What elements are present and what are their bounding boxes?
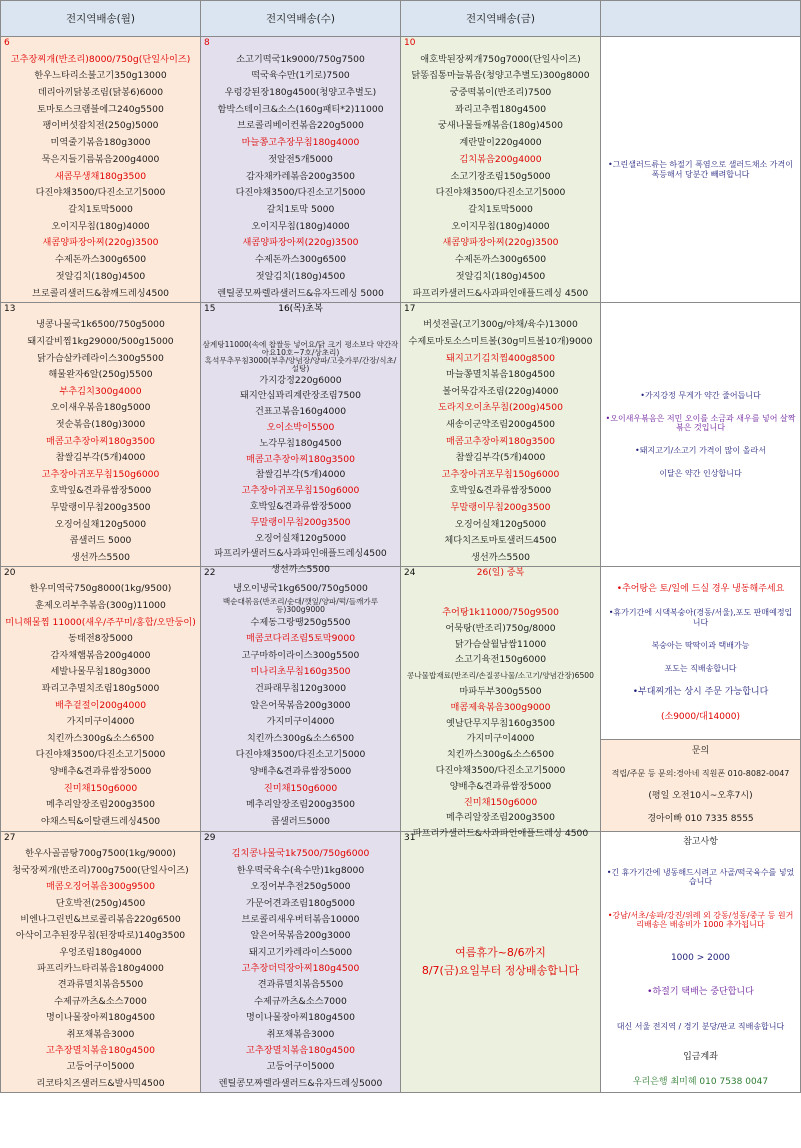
menu-cell	[401, 37, 600, 302]
menu-item: 다진야채3500/다진소고기5000	[35, 187, 166, 199]
menu-item: 김치콩나물국1k7500/750g6000	[231, 848, 370, 860]
menu-item: 치킨까스300g&소스6500	[446, 749, 555, 761]
menu-item: 수제돈까스300g6500	[54, 254, 147, 266]
menu-item: 건파래무침120g3000	[254, 683, 347, 695]
menu-item: 갈치1토막5000	[68, 204, 133, 215]
menu-item: 궁중떡볶이(반조리)7500	[449, 86, 552, 98]
menu-item: 소고기육전150g6000	[454, 654, 547, 666]
menu-item: 궁새나물들깨볶음(180g)4500	[438, 120, 563, 132]
menu-item: 어묵탕(반조리)750g/8000	[445, 622, 556, 634]
menu-item: 매콤고추장아찌180g3500	[446, 435, 555, 447]
menu-list	[201, 315, 400, 578]
menu-item: 가지미구이4000	[66, 716, 135, 728]
menu-item: 참쌀김부각(5개)4000	[455, 452, 546, 464]
menu-item: 떡국육수만(1키로)7500	[251, 70, 350, 82]
menu-item: 고추장아귀포무침150g6000	[241, 485, 360, 497]
menu-item: 단호박전(250g)4500	[55, 897, 146, 909]
notes-cell	[601, 37, 800, 302]
menu-item: 한우느타리소불고기350g13000	[34, 70, 167, 82]
menu-item: 수제토마토소스미트볼(30g미트볼10개)9000	[408, 336, 593, 348]
day-title: 26(일) 중복	[476, 568, 525, 578]
bank-account: 우리은행 최미혜 010 7538 0047	[632, 1076, 769, 1087]
menu-item: 미나리초무침160g3500	[250, 666, 351, 678]
menu-item: 명이나물장아찌180g4500	[246, 1012, 355, 1024]
notes-cell	[601, 567, 800, 739]
menu-item: 취포채볶음3000	[266, 1028, 335, 1040]
menu-item: 파프리카샐러드&사과파인애플드레싱 4500	[412, 828, 589, 840]
notes-title: 참고사항	[683, 837, 718, 847]
menu-list	[201, 37, 400, 302]
menu-item: 알은어묵볶음200g3000	[250, 699, 351, 711]
menu-cell	[1, 303, 200, 566]
menu-item: 한우떡국육수(육수만)1kg8000	[236, 864, 365, 876]
menu-item: 양배추&견과류쌈장5000	[449, 780, 552, 792]
menu-item: 젓알김치(180g)4500	[255, 270, 346, 282]
menu-item: 렌틸콩모짜렐라샐러드&유자드레싱5000	[218, 1077, 383, 1089]
menu-item: 명이나물장아찌180g4500	[46, 1012, 155, 1024]
menu-item: 고추장멸치볶음180g4500	[46, 1045, 155, 1057]
menu-item: 꽈리고추찜180g4500	[454, 103, 547, 115]
menu-cell	[1, 567, 200, 830]
menu-item: 돼지안심꽈리계란장조림7500	[239, 390, 361, 402]
menu-list	[1, 303, 200, 566]
note-text: •부대찌개는 상시 주문 가능합니다	[632, 687, 769, 698]
menu-list	[401, 303, 600, 566]
header-friday: 전지역배송(금)	[401, 1, 601, 37]
menu-item: 파프리카샐러드&사과파인애플드레싱4500	[214, 548, 387, 560]
note-text: 복숭아는 딱딱이과 택배가능	[651, 640, 750, 650]
menu-item: 돼지고기김치찜400g8500	[446, 352, 555, 364]
menu-cell	[201, 37, 400, 302]
menu-item: 갈치1토막 5000	[266, 204, 335, 215]
notes-cell	[601, 303, 800, 566]
menu-item: 노각무침180g4500	[259, 437, 342, 449]
menu-item: 오이소박이5500	[266, 422, 335, 434]
menu-item: 매콤코다리조림5토막9000	[245, 633, 356, 645]
menu-item: 양배추&견과류쌈장5000	[249, 766, 352, 777]
menu-item: 파프리카느타리볶음180g4000	[37, 963, 164, 975]
menu-item: 콩나물밥재료(반조리/손질콩나물/소고기/양념간장)6500	[407, 671, 594, 681]
menu-item: 고추장더덕장아찌180g4500	[241, 963, 360, 975]
week-row-4	[1, 832, 801, 1093]
menu-item: 세발나물무침180g3000	[50, 666, 151, 678]
menu-list	[201, 832, 400, 1092]
notes-cell	[601, 832, 800, 1092]
menu-item: 오이새우볶음180g5000	[50, 402, 151, 414]
menu-item: 젓알전5개5000	[268, 153, 333, 165]
menu-item: 다진야채3500/다진소고기5000	[235, 749, 366, 761]
note-text: 포도는 직배송합니다	[664, 664, 737, 674]
menu-item: 오징어실채120g5000	[254, 532, 347, 544]
menu-item: 우엉조림180g4000	[59, 946, 142, 958]
day-number: 17	[404, 304, 416, 314]
menu-item: 오징어부추전250g5000	[250, 881, 351, 893]
menu-item: 브로콜리베이컨볶음220g5000	[237, 120, 364, 132]
menu-item: 야채스틱&이탈랜드레싱4500	[40, 815, 161, 827]
menu-item: 메추리알장조림200g3500	[246, 799, 355, 811]
menu-item: 오징어실채120g5000	[54, 518, 147, 530]
note-text: •추어탕은 토/일에 드실 경우 냉동해주세요	[616, 584, 785, 595]
menu-item: 무말랭이무침200g3500	[50, 502, 151, 513]
menu-item: 고추장아귀포무침150g6000	[41, 468, 160, 480]
day-title: 16(목)초복	[278, 304, 323, 314]
menu-item: 애호박된장찌개750g7000(단일사이즈)	[420, 53, 581, 65]
menu-item: 꽈리고추멸치조림180g5000	[41, 683, 160, 695]
menu-item: 함박스테이크&소스(160g패티*2)11000	[217, 103, 384, 115]
menu-item: 생선까스5500	[471, 551, 530, 563]
menu-item: 새콤무생채180g3500	[54, 170, 147, 182]
holiday-notice: 여름휴가~8/6까지	[455, 946, 546, 960]
menu-item: 수제돈까스300g6500	[454, 254, 547, 266]
contact-box	[601, 739, 800, 831]
menu-item: 가지미구이4000	[266, 716, 335, 728]
menu-item: 고구마하이라이스300g5500	[241, 649, 360, 661]
header-row	[1, 1, 801, 37]
menu-item: 참쌀김부각(5개)4000	[55, 452, 146, 464]
menu-item: 오이지무침(180g)4000	[451, 220, 550, 232]
day-number: 27	[4, 833, 16, 843]
menu-item: 냉콩나물국1k6500/750g5000	[36, 319, 165, 331]
menu-item: 수제돈까스300g6500	[254, 254, 347, 266]
menu-item: 생선까스5500	[71, 551, 130, 563]
day-number: 24	[404, 568, 416, 578]
week-row-3	[1, 567, 801, 832]
menu-item: 우렁강된장180g4500(청양고추별도)	[224, 86, 377, 98]
menu-item: 가지강정220g6000	[259, 374, 342, 386]
menu-item: 진미채150g6000	[63, 782, 138, 794]
menu-list	[401, 579, 600, 842]
menu-item: 고추장찌개(반조리)8000/750g(단일사이즈)	[10, 53, 191, 65]
note-text: •긴 휴가기간에 냉동해드시려고 사골/떡국육수를 넣었습니다	[606, 868, 795, 887]
week-row-1	[1, 37, 801, 303]
menu-item: 다진야채3500/다진소고기5000	[435, 187, 566, 199]
menu-item: 무말랭이무침200g3500	[450, 502, 551, 513]
menu-item: 콥샐러드 5000	[69, 535, 132, 547]
header-notes	[601, 1, 801, 37]
menu-item: 닭가슴살카레라이스300g5500	[37, 352, 164, 364]
menu-item: 감자채햄볶음200g4000	[50, 649, 151, 661]
menu-cell	[1, 832, 200, 1092]
menu-item: 토마토스크램블에그240g5500	[37, 103, 164, 115]
day-number: 20	[4, 568, 16, 578]
day-number: 8	[204, 38, 210, 48]
day-number: 31	[404, 833, 416, 843]
menu-item: 가문어견과조림180g5000	[246, 897, 355, 909]
menu-item: 브로콜리샐러드&참깨드레싱4500	[31, 287, 170, 299]
menu-item: 브로콜리새우버터볶음10000	[241, 913, 360, 925]
menu-item: 진미채150g6000	[463, 796, 538, 808]
menu-item: 추어탕1k11000/750g9500	[442, 607, 559, 619]
menu-item: 고추장멸치볶음180g4500	[246, 1045, 355, 1057]
menu-item: 동태전8장5000	[68, 633, 133, 645]
menu-item: 체다치즈토마토샐러드4500	[444, 535, 557, 547]
menu-cell	[201, 303, 400, 576]
note-text: •강남/서초/송파/강진/위례 외 강동/성동/중구 등 원거리배송은 배송비가 1000 추가됩니다	[607, 910, 794, 929]
menu-item: 마늘쫑멸치볶음180g4500	[446, 369, 555, 381]
menu-item: 치킨까스300g&소스6500	[46, 732, 155, 744]
menu-item: 묵은지들기름볶음200g4000	[41, 153, 160, 165]
menu-item: 메추리알장조림200g3500	[46, 799, 155, 811]
menu-item: 감자채카레볶음200g3500	[246, 170, 355, 182]
menu-item: 닭가슴살월남쌈11000	[454, 638, 547, 650]
day-number: 13	[4, 304, 16, 314]
menu-item: 다진야채3500/다진소고기5000	[235, 187, 366, 199]
contact-title: 문의	[691, 746, 710, 757]
menu-item: 볼어묵감자조림(220g)4000	[442, 385, 559, 397]
menu-item: 메추리알장조림200g3500	[446, 812, 555, 824]
menu-list	[201, 567, 400, 830]
menu-item: 마늘쫑고추장무침180g4000	[241, 137, 360, 149]
menu-item: 매콤오징어볶음300g9500	[46, 881, 155, 893]
menu-cell	[201, 567, 400, 830]
menu-item: 호박잎&견과류쌈장5000	[49, 485, 152, 497]
menu-list	[1, 37, 200, 302]
menu-item: 건표고볶음160g4000	[254, 406, 347, 418]
day-number: 22	[204, 568, 216, 578]
day-number: 29	[204, 833, 216, 843]
menu-item: 냉오이냉국1kg6500/750g5000	[233, 583, 368, 595]
menu-item: 생선까스5500	[271, 564, 330, 576]
menu-item: 취포채볶음3000	[66, 1028, 135, 1040]
note-text: (소9000/대14000)	[661, 711, 740, 722]
menu-item: 리코타치즈샐러드&발사믹4500	[36, 1077, 165, 1089]
menu-item: 매콤제육볶음300g9000	[450, 701, 551, 713]
resume-notice: 8/7(금)요일부터 정상배송합니다	[421, 964, 580, 977]
menu-item: 오이지무침(180g)4000	[51, 220, 150, 232]
menu-item: 다진야채3500/다진소고기5000	[435, 765, 566, 777]
menu-item: 양배추&견과류쌈장5000	[49, 766, 152, 777]
menu-item: 가지미구이4000	[466, 733, 535, 745]
menu-item: 미니해물찜 11000(새우/주꾸미/홍합/오만둥이)	[5, 616, 196, 628]
menu-item: 새콤양파장아찌(220g)3500	[42, 237, 159, 249]
day-number: 15	[204, 304, 216, 314]
menu-item: 부추김치300g4000	[59, 385, 142, 397]
menu-item: 견과류멸치볶음5500	[57, 979, 144, 991]
menu-item: 렌틸콩모짜렐라샐러드&유자드레싱 5000	[217, 287, 384, 299]
menu-item: 수제규까츠&소스7000	[54, 995, 147, 1007]
note-text: •가지강정 무게가 약간 줄어듭니다	[640, 390, 761, 400]
note-text: 대신 서울 전지역 / 경기 분당/판교 직배송합니다	[616, 1021, 785, 1031]
menu-item: 새콤양파장아찌(220g)3500	[442, 237, 559, 249]
menu-item: 고추장아귀포무침150g6000	[441, 468, 560, 480]
menu-item: 수제규까츠&소스7000	[254, 995, 347, 1007]
menu-item: 팽이버섯잡치전(250g)5000	[42, 120, 159, 132]
menu-item: 고등어구이5000	[66, 1061, 135, 1073]
menu-item: 계란말이220g4000	[459, 137, 542, 149]
week-row-2	[1, 303, 801, 567]
note-text: •그린샐러드류는 하절기 폭염으로 샐러드채소 가격이 폭등해서 당분간 빼려합니다	[608, 160, 793, 179]
day-number: 10	[404, 38, 416, 48]
menu-item: 오이지무침(180g)4000	[251, 220, 350, 232]
menu-list	[401, 37, 600, 302]
note-text: •돼지고기/소고기 가격이 많이 올라서	[635, 446, 766, 456]
menu-item: 한우사골곰탕700g7500(1kg/9000)	[25, 848, 176, 860]
menu-item: 호박잎&견과류쌈장5000	[249, 501, 352, 513]
note-text: •오이새우볶음은 저민 오이를 소금과 새우를 넣어 살짝 볶은 것입니다	[605, 413, 796, 432]
menu-item: 젓알김치(180g)4500	[55, 270, 146, 282]
note-text: 이달은 약간 인상합니다	[659, 469, 742, 479]
menu-item: 젓순볶음(180g)3000	[55, 419, 146, 431]
menu-cell	[201, 832, 400, 1092]
menu-item: 훈제오리부추볶음(300g)11000	[35, 600, 166, 612]
account-title: 입금계좌	[683, 1051, 718, 1062]
contact-phone: 적립/주문 등 문의:경아네 직원폰 010-8082-0047	[611, 769, 790, 779]
menu-item: 옛날단무지무침160g3500	[446, 717, 555, 729]
menu-item: 매콤고추장아찌180g3500	[246, 453, 355, 465]
header-wednesday: 전지역배송(수)	[201, 1, 401, 37]
menu-item: 흑석무추무침3000(부추/양념장/양파/고춧가루/간장/식초/설탕)	[204, 355, 397, 373]
header-monday: 전지역배송(월)	[1, 1, 201, 37]
menu-item: 치킨까스300g&소스6500	[246, 732, 355, 744]
menu-item: 견과류멸치볶음5500	[257, 979, 344, 991]
holiday-cell	[401, 832, 600, 1092]
menu-item: 새콤양파장아찌(220g)3500	[242, 237, 359, 249]
day-number: 6	[4, 38, 10, 48]
menu-item: 해물완자6알(250g)5500	[48, 369, 153, 381]
menu-item: 젓알김치(180g)4500	[455, 270, 546, 282]
menu-item: 돼지고기카레라이스5000	[248, 946, 353, 958]
menu-item: 아삭이고추된장무침(된장따로)140g3500	[15, 930, 186, 942]
menu-item: 데리아끼닭봉조림(닭봉6)6000	[37, 86, 164, 98]
menu-cell	[1, 37, 200, 302]
menu-item: 참쌀김부각(5개)4000	[255, 469, 346, 481]
menu-item: 갈치1토막5000	[468, 204, 533, 215]
menu-item: 무말랭이무침200g3500	[250, 516, 351, 528]
menu-item: 청국장찌개(반조리)700g7500(단일사이즈)	[12, 864, 189, 876]
menu-item: 소고기장조림150g5000	[450, 170, 551, 182]
menu-item: 미역줄기볶음180g3000	[50, 137, 151, 149]
menu-item: 소고기떡국1k9000/750g7500	[236, 53, 365, 65]
menu-item: 파프리카샐러드&사과파인애플드레싱 4500	[412, 287, 589, 299]
menu-item: 백순대볶음(반조리/순대/깻잎/양파/떡/들깨가루등)300g9000	[222, 596, 379, 614]
menu-cell	[401, 303, 600, 566]
menu-list	[1, 567, 200, 830]
menu-item: 배추겉절이200g4000	[54, 699, 147, 711]
menu-item: 새송이군약조림200g4500	[446, 419, 555, 431]
menu-item: 진미채150g6000	[263, 782, 338, 794]
menu-item: 다진야채3500/다진소고기5000	[35, 749, 166, 761]
owner-phone: 경아이빠 010 7335 8555	[647, 814, 754, 825]
menu-item: 오징어실채120g5000	[454, 518, 547, 530]
menu-item: 수제동그랑땡250g5500	[250, 616, 351, 628]
menu-list	[1, 832, 200, 1092]
menu-item: 호박잎&견과류쌈장5000	[449, 485, 552, 497]
menu-item: 콥샐러드5000	[271, 815, 330, 827]
menu-item: 김치볶음200g4000	[459, 153, 542, 165]
note-text: 1000 > 2000	[670, 952, 731, 963]
menu-item: 알은어묵볶음200g3000	[250, 930, 351, 942]
menu-item: 한우미역국750g8000(1kg/9500)	[29, 583, 172, 595]
contact-hours: (평일 오전10시~오후7시)	[648, 791, 753, 802]
menu-item: 매콤고추장아찌180g3500	[46, 435, 155, 447]
menu-item: 도라지오이초무침(200g)4500	[438, 402, 563, 414]
menu-item: 닭똥집통마늘볶음(청양고추별도)300g8000	[411, 70, 590, 82]
note-text: •휴가기간에 시댁복숭아(경동/서울),포도 판매예정입니다	[608, 608, 793, 627]
menu-item: 마파두부300g5500	[459, 686, 542, 698]
note-text: •하절기 택배는 중단합니다	[647, 987, 754, 998]
menu-item: 돼지갈비찜1kg29000/500g15000	[27, 336, 174, 348]
menu-item: 버섯전골(고기300g/야채/육수)13000	[423, 319, 578, 331]
menu-item: 비엔나그린빈&브로콜리볶음220g6500	[20, 913, 181, 925]
menu-item: 삼계탕11000(속에 찹쌀등 넣어요/닭 크기 평소보다 약간작아요10호~7호/상초리)	[202, 339, 399, 357]
menu-item: 고등어구이5000	[266, 1061, 335, 1073]
